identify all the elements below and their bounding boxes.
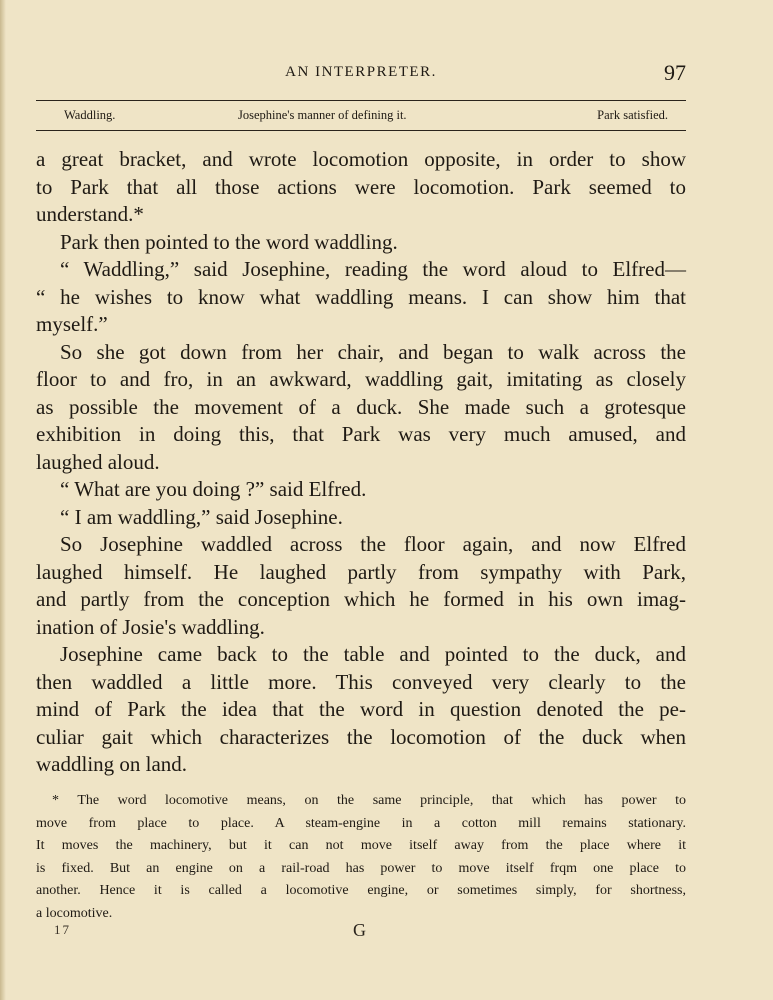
text-line: ination of Josie's waddling.: [36, 614, 265, 639]
header-rule-bottom: [36, 130, 686, 131]
subhead-left: Waddling.: [64, 108, 116, 122]
text-line: as possible the movement of a duck. She made such a grotesque: [36, 394, 686, 419]
signature-letter: G: [353, 920, 366, 940]
text-line: So Josephine waddled across the floor again, and now Elfred: [60, 532, 686, 556]
footnote-line: * The word locomotive means, on the same principle, that which has power to: [52, 793, 686, 808]
text-line: laughed himself. He laughed partly from sympathy with Park,: [36, 559, 686, 584]
text-line: exhibition in doing this, that Park was very much amused, and: [36, 422, 686, 446]
text-line: “ What are you doing ?” said Elfred.: [60, 477, 367, 501]
running-head: [36, 60, 686, 86]
footnote-line: is fixed. But an engine on a rail-road has power to move itself frqm one place to: [36, 860, 686, 876]
signature-number: 17: [54, 922, 71, 937]
text-line: and partly from the conception which he formed in his own imag-: [36, 587, 686, 611]
footnote-line: another. Hence it is called a locomotive engine, or sometimes simply, for shortness,: [36, 883, 686, 899]
text-line: Park then pointed to the word waddling.: [60, 229, 398, 254]
text-line: then waddled a little more. This conveyed very clearly to the: [36, 669, 686, 694]
subhead-center: Josephine's manner of defining it.: [238, 108, 407, 122]
text-line: “ Waddling,” said Josephine, reading the word aloud to Elfred—: [60, 257, 686, 281]
footnote-line: a locomotive.: [36, 905, 113, 921]
text-line: “ I am waddling,” said Josephine.: [60, 504, 343, 529]
text-line: Josephine came back to the table and pointed to the duck, and: [60, 642, 686, 666]
page-number: 97: [664, 60, 686, 85]
text-line: a great bracket, and wrote locomotion opposite, in order to show: [36, 147, 686, 171]
text-line: mind of Park the idea that the word in question denoted the pe-: [36, 697, 686, 721]
subhead-right: Park satisfied.: [597, 108, 668, 122]
text-line: waddling on land.: [36, 752, 188, 776]
text-line: understand.*: [36, 202, 144, 226]
text-line: floor to and fro, in an awkward, waddling gait, imitating as closely: [36, 367, 686, 391]
text-line: to Park that all those actions were locomotion. Park seemed to: [36, 174, 686, 199]
header-rule-top: [36, 100, 686, 101]
body-text: [36, 146, 686, 779]
text-line: “ he wishes to know what waddling means. I can show him that: [36, 284, 686, 309]
text-line: laughed aloud.: [36, 449, 160, 474]
footnote-line: It moves the machinery, but it can not move itself away from the place where it: [36, 838, 686, 854]
text-line: So she got down from her chair, and began to walk across the: [60, 339, 686, 364]
running-title: AN INTERPRETER.: [285, 64, 437, 80]
footnote-line: move from place to place. A steam-engine in a cotton mill remains stationary.: [36, 815, 686, 831]
marginal-subheads: [64, 108, 668, 126]
footnote: [36, 790, 686, 926]
text-line: culiar gait which characterizes the locomotion of the duck when: [36, 724, 686, 749]
text-line: myself.”: [36, 312, 108, 336]
page-edge-shadow: [0, 0, 6, 1000]
